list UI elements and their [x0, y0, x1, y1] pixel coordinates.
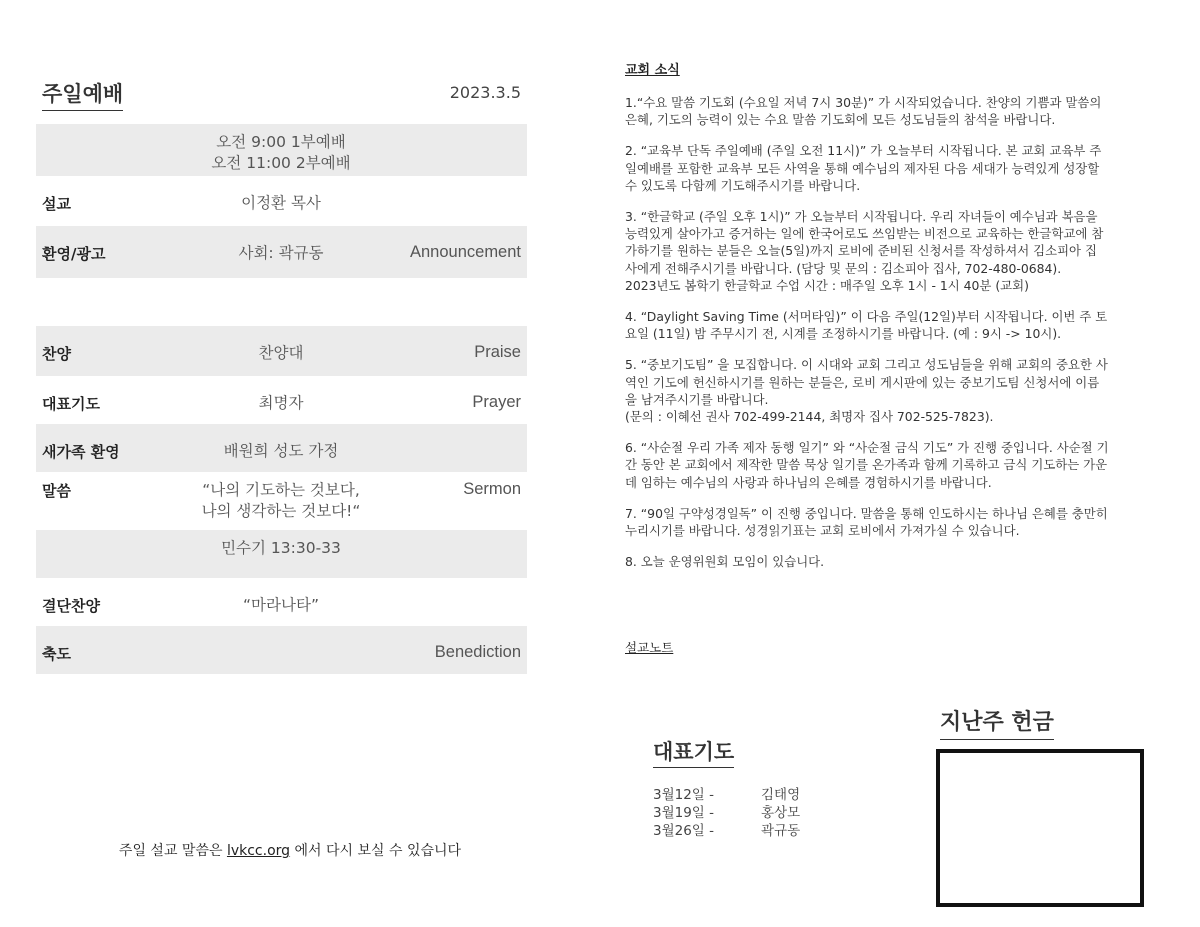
- church-news-list: [625, 94, 1155, 584]
- church-news-heading: 교회 소식: [625, 63, 680, 78]
- prayer-leader-name: 김태영: [761, 787, 801, 803]
- news-item-line: 사에게 전해주시기를 바랍니다. (담당 및 문의 : 김소피아 집사, 702-480-0684).: [625, 260, 1062, 276]
- service-row: [36, 278, 527, 326]
- news-item-line: 데 임하는 예수님의 사랑과 하나님의 은혜를 경험하시기를 바랍니다.: [625, 474, 992, 490]
- service-row-detail-line: 나의 생각하는 것보다!“: [201, 502, 361, 520]
- news-item: [625, 142, 1155, 194]
- service-row-detail-line: 민수기 13:30-33: [221, 539, 341, 557]
- service-row-detail: [168, 132, 394, 174]
- news-item-line: 6. “사순절 우리 가족 제자 동행 일기” 와 “사순절 금식 기도” 가 진행 중입니다. 사순절 기: [625, 440, 1109, 456]
- news-item: [625, 505, 1155, 539]
- service-row-detail-line: 배원희 성도 가정: [223, 442, 339, 460]
- service-row: [36, 376, 527, 424]
- service-row-detail-line: 오전 11:00 2부예배: [211, 154, 351, 172]
- service-row-detail: [168, 243, 394, 264]
- worship-date: 2023.3.5: [449, 83, 521, 102]
- news-item: [625, 439, 1155, 491]
- news-item-line: 수 있도록 다함께 기도해주시기를 바랍니다.: [625, 177, 861, 193]
- service-row: [36, 578, 527, 626]
- news-item-line: 1.“수요 말씀 기도회 (수요일 저녁 7시 30분)” 가 시작되었습니다. 찬양의 기쁨과 말씀의: [625, 95, 1102, 110]
- service-row-detail-line: 찬양대: [258, 344, 304, 362]
- news-item-line: 4. “Daylight Saving Time (서머타임)” 이 다음 주일(12일)부터 시작됩니다. 이번 주 토: [625, 309, 1108, 325]
- news-item-line: 3. “한글학교 (주일 오후 1시)” 가 오늘부터 시작됩니다. 우리 자녀들이 예수님과 복음을: [625, 209, 1098, 225]
- service-row: [36, 472, 527, 530]
- news-item-line: 일예배를 포함한 교육부 모든 사역을 통해 예수님의 제자된 다음 세대가 능력있게 성장할: [625, 160, 1100, 176]
- news-item-line: 역인 기도에 헌신하시기를 원하는 분들은, 로비 게시판에 있는 중보기도팀 신청서에 이름: [625, 374, 1100, 390]
- online-note-suffix: 에서 다시 보실 수 있습니다: [290, 843, 462, 859]
- offering-box: [936, 749, 1144, 907]
- church-website-link[interactable]: lvkcc.org: [226, 843, 291, 859]
- news-item-line: 요일 (11일) 밤 주무시기 전, 시계를 조정하시기를 바랍니다. (예 : 9시 -> 10시).: [625, 326, 1062, 342]
- service-row-label: 결단찬양: [42, 597, 100, 615]
- news-item-line: 가하기를 원하는 분들은 오늘(5일)까지 로비에 준비된 신청서를 작성하셔서 김소피아 집: [625, 243, 1097, 259]
- service-row: [36, 530, 527, 578]
- news-item: [625, 308, 1155, 342]
- service-row-label: 환영/광고: [42, 245, 106, 263]
- news-item-line: 누리시기를 바랍니다. 성경읽기표는 교회 로비에서 가져가실 수 있습니다.: [625, 523, 1020, 539]
- service-row-english: Prayer: [472, 393, 521, 411]
- service-row-detail-line: 오전 9:00 1부예배: [216, 133, 346, 151]
- service-row-detail-line: “나의 기도하는 것보다,: [202, 481, 360, 499]
- news-item: [625, 553, 1155, 570]
- prayer-schedule-row: [653, 822, 853, 840]
- service-row-detail-line: 최명자: [258, 394, 304, 412]
- service-row-english: Benediction: [434, 643, 521, 661]
- news-item-line: 5. “중보기도팀” 을 모집합니다. 이 시대와 교회 그리고 성도님들을 위해 교회의 중요한 사: [625, 357, 1108, 373]
- news-item-line: 8. 오늘 운영위원회 모임이 있습니다.: [625, 554, 825, 570]
- service-row-detail-line: 사회: 곽규동: [238, 244, 324, 262]
- news-item-line: 은혜, 기도의 능력이 있는 수요 말씀 기도회에 모든 성도님들의 참석을 바랍니다.: [625, 112, 1056, 128]
- prayer-schedule-title: 대표기도: [653, 738, 734, 768]
- news-item: [625, 94, 1155, 128]
- news-item-line: (문의 : 이혜선 권사 702-499-2144, 최명자 집사 702-525-7823).: [625, 409, 994, 425]
- service-row-detail: [168, 343, 394, 364]
- service-row-label: 새가족 환영: [42, 443, 120, 461]
- service-row: [36, 326, 527, 376]
- service-row-detail: [168, 441, 394, 462]
- service-row-english: Sermon: [463, 480, 521, 498]
- online-note-prefix: 주일 설교 말씀은: [118, 843, 227, 859]
- news-item-line: 간 동안 본 교회에서 제작한 말씀 묵상 일기를 온가족과 함께 기록하고 금식 기도하는 가운: [625, 457, 1108, 473]
- prayer-schedule-row: [653, 804, 853, 822]
- order-of-service-table: [36, 124, 527, 674]
- service-row-english: Praise: [474, 343, 521, 361]
- news-item-line: 능력있게 살아가고 증거하는 일에 한국어로도 쓰임받는 비전으로 교육하는 한글학교에 참: [625, 226, 1104, 242]
- sermon-note-label: 설교노트: [625, 640, 674, 655]
- news-item-line: 7. “90일 구약성경일독” 이 진행 중입니다. 말씀을 통해 인도하시는 하나님 은혜를 충만히: [625, 505, 1108, 521]
- service-row: [36, 176, 527, 226]
- service-row: [36, 626, 527, 674]
- prayer-date: 3월19일 -: [653, 805, 715, 821]
- service-row: [36, 424, 527, 472]
- service-row: [36, 226, 527, 278]
- prayer-date: 3월26일 -: [653, 823, 715, 839]
- worship-title: 주일예배: [42, 80, 123, 111]
- service-row-detail: [168, 538, 394, 559]
- service-row-label: 찬양: [42, 345, 71, 363]
- service-row-label: 축도: [42, 645, 71, 663]
- service-row-detail: [168, 393, 394, 414]
- service-row: [36, 124, 527, 176]
- online-sermon-note: [0, 840, 580, 860]
- news-item: [625, 356, 1155, 425]
- news-item-line: 2023년도 봄학기 한글학교 수업 시간 : 매주일 오후 1시 - 1시 40분 (교회): [625, 277, 1029, 293]
- service-row-label: 설교: [42, 195, 71, 213]
- service-row-label: 대표기도: [42, 395, 100, 413]
- service-row-detail-line: “마라나타”: [243, 596, 319, 614]
- prayer-schedule-list: [653, 786, 853, 840]
- news-item-line: 을 남겨주시기를 바랍니다.: [625, 391, 769, 407]
- prayer-schedule-row: [653, 786, 853, 804]
- prayer-leader-name: 홍상모: [761, 805, 801, 821]
- prayer-leader-name: 곽규동: [761, 823, 801, 839]
- offering-title: 지난주 헌금: [940, 709, 1054, 740]
- service-row-label: 말씀: [42, 482, 71, 500]
- news-item: [625, 208, 1155, 294]
- news-item-line: 2. “교육부 단독 주일예배 (주일 오전 11시)” 가 오늘부터 시작됩니다. 본 교회 교육부 주: [625, 143, 1102, 159]
- service-row-detail: [168, 193, 394, 214]
- service-row-english: Announcement: [410, 243, 521, 261]
- service-row-detail: [168, 480, 394, 522]
- service-row-detail-line: 이정환 목사: [241, 194, 321, 212]
- prayer-date: 3월12일 -: [653, 787, 715, 803]
- service-row-detail: [168, 595, 394, 616]
